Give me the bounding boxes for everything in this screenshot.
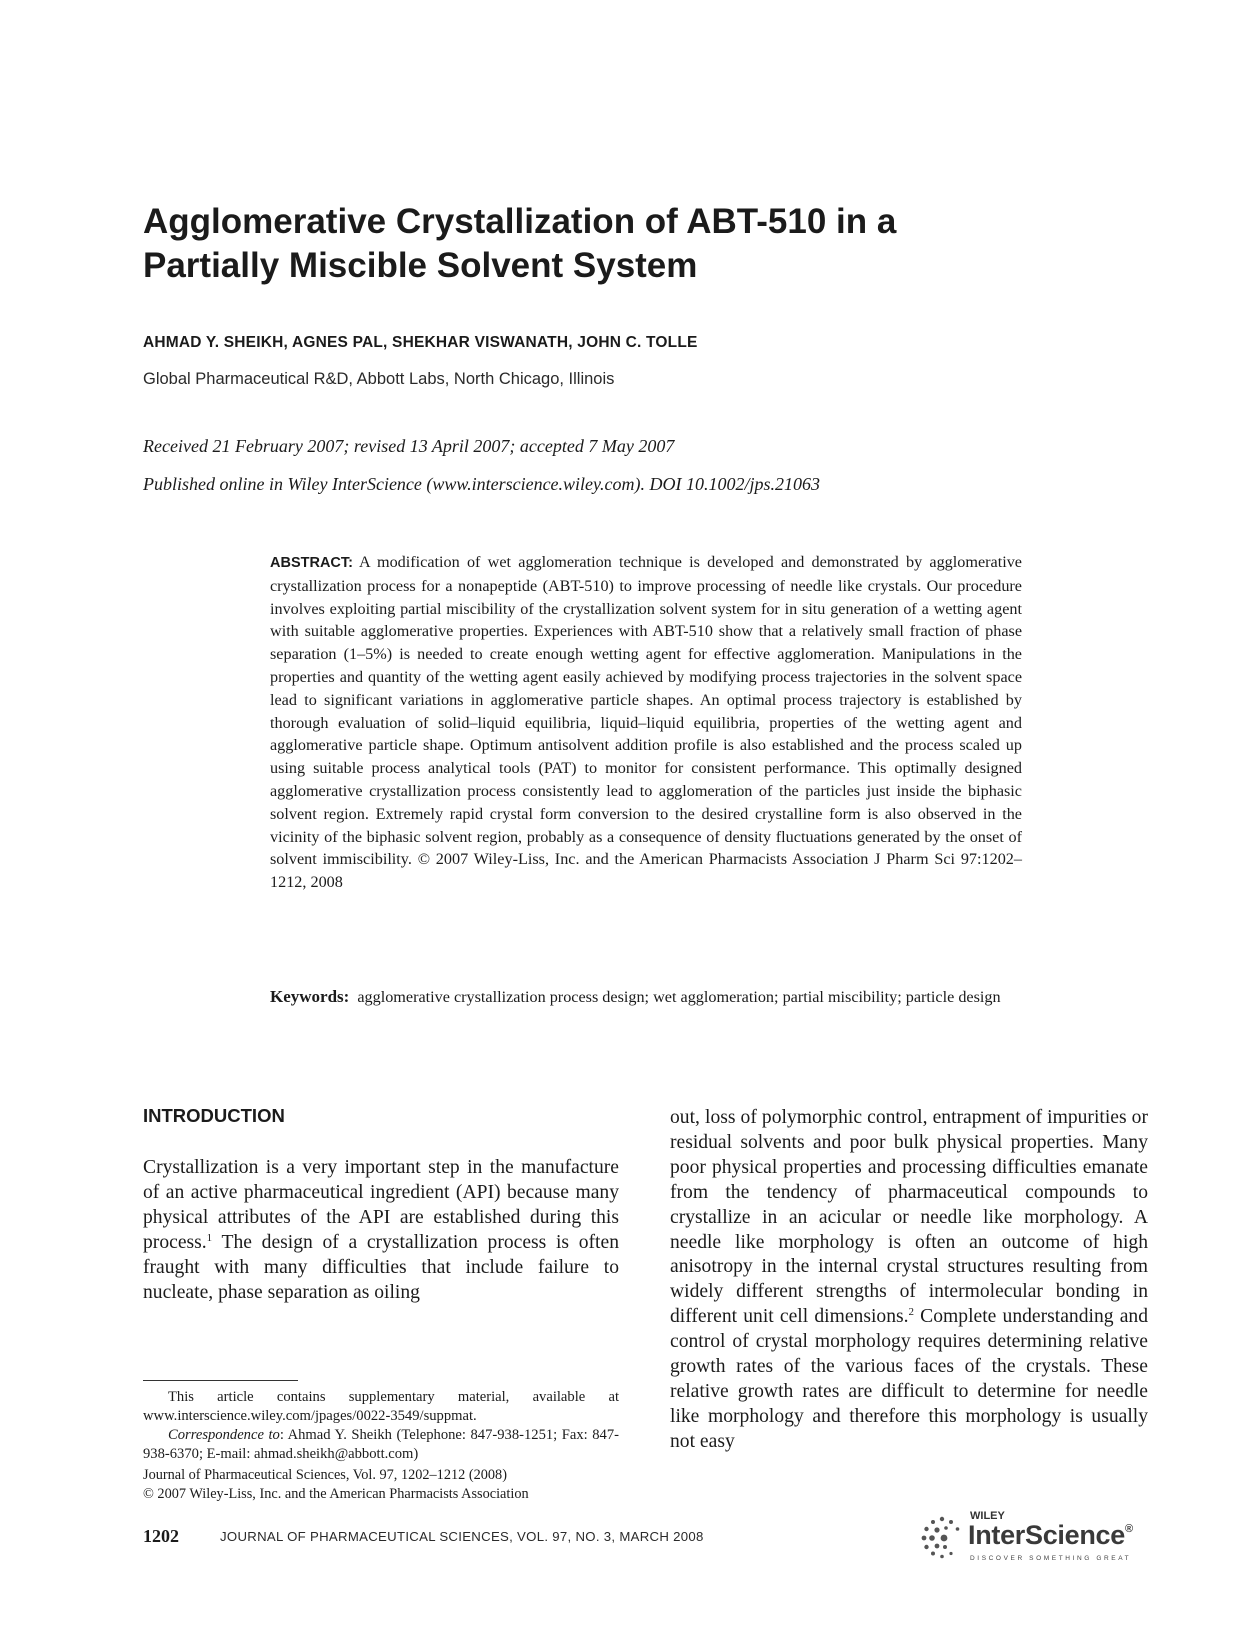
intro-left-text-1: Crystallization is a very important step in the manufacture of an active pharmaceutical ingredient (API) because many physical attributes of the API are established during this process. — [143, 1157, 619, 1253]
logo-tagline: DISCOVER SOMETHING GREAT — [970, 1555, 1132, 1562]
keywords-label: Keywords: — [270, 987, 350, 1006]
journal-citation-line-2: © 2007 Wiley-Liss, Inc. and the American Pharmacists Association — [143, 1486, 529, 1502]
logo-brand-name: InterScience — [968, 1520, 1125, 1550]
introduction-column-left — [143, 1156, 619, 1305]
intro-right-text-1: out, loss of polymorphic control, entrapment of impurities or residual solvents and poor bulk physical properties. Many poor physical properties and processing difficulties emanate from the tendency of pharmaceutical compounds to crystallize in an acicular or needle like morphology. A needle like morphology is often an outcome of high anisotropy in the internal crystal structures resulting from widely different strengths of intermolecular bonding in different unit cell dimensions. — [670, 1107, 1148, 1328]
logo-wiley-text: WILEY — [970, 1510, 1005, 1522]
title-line-2: Partially Miscible Solvent System — [143, 246, 698, 285]
footnote-supplementary: This article contains supplementary material, available at www.interscience.wiley.com/jpages/0022-3549/suppmat. — [143, 1389, 619, 1424]
journal-citation — [143, 1466, 619, 1504]
abstract-label: ABSTRACT: — [270, 555, 353, 571]
wiley-interscience-logo — [918, 1510, 1148, 1568]
correspondence-text: : Ahmad Y. Sheikh (Telephone: 847-938-1251; Fax: 847-938-6370; E-mail: ahmad.sheikh@abbott.com) — [143, 1427, 619, 1462]
logo-brand-text — [968, 1520, 1133, 1551]
footnote-correspondence — [143, 1426, 619, 1464]
title-line-1: Agglomerative Crystallization of ABT-510 in a — [143, 202, 897, 241]
received-dates: Received 21 February 2007; revised 13 April 2007; accepted 7 May 2007 — [143, 436, 675, 456]
published-online: Published online in Wiley InterScience (www.interscience.wiley.com). DOI 10.1002/jps.21063 — [143, 474, 821, 494]
introduction-column-right — [670, 1106, 1148, 1455]
citation-ref-2[interactable]: 2 — [908, 1306, 915, 1319]
article-title — [143, 200, 1043, 288]
journal-citation-line-1: Journal of Pharmaceutical Sciences, Vol. 97, 1202–1212 (2008) — [143, 1467, 507, 1483]
abstract-text: A modification of wet agglomeration technique is developed and demonstrated by agglomerative crystallization process for a nonapeptide (ABT-510) to improve processing of needle like crystals. Our procedure involves exploiting partial miscibility of the crystallization solvent system for in situ generation of a wetting agent with suitable agglomerative properties. Experiences with ABT-510 show that a relatively small fraction of phase separation (1–5%) is needed to create enough wetting agent for effective agglomeration. Manipulations in the properties and quantity of the wetting agent easily achieved by modifying process trajectories in the solvent space lead to significant variations in agglomerative particle shapes. An optimal process trajectory is established by thorough evaluation of solid–liquid equilibria, liquid–liquid equilibria, properties of the wetting agent and agglomerative particle shape. Optimum antisolvent addition profile is also established and the process scaled up using suitable process analytical tools (PAT) to monitor for consistent performance. This optimally designed agglomerative crystallization process consistently lead to agglomeration of the particles just inside the biphasic solvent region. Extremely rapid crystal form conversion to the desired crystalline form is also observed in the vicinity of the biphasic solvent region, probably as a consequence of density fluctuations generated by the onset of solvent immiscibility. © 2007 Wiley-Liss, Inc. and the American Pharmacists Association J Pharm Sci 97:1202–1212, 2008 — [270, 553, 1022, 892]
section-heading-introduction: INTRODUCTION — [143, 1105, 285, 1126]
author-list: AHMAD Y. SHEIKH, AGNES PAL, SHEKHAR VISWANATH, JOHN C. TOLLE — [143, 334, 698, 351]
keywords-text: agglomerative crystallization process design; wet agglomeration; partial miscibility; particle design — [357, 988, 1001, 1006]
logo-registered-mark: ® — [1124, 1523, 1133, 1535]
abstract — [270, 551, 1022, 894]
intro-left-text-2: The design of a crystallization process is often fraught with many difficulties that include failure to nucleate, phase separation as oiling — [143, 1231, 619, 1303]
footnote-divider — [143, 1380, 298, 1381]
footnotes — [143, 1388, 619, 1464]
page-number: 1202 — [143, 1526, 179, 1546]
affiliation: Global Pharmaceutical R&D, Abbott Labs, North Chicago, Illinois — [143, 370, 615, 388]
interscience-swirl-icon — [918, 1514, 966, 1562]
keywords — [270, 986, 1022, 1009]
citation-ref-1[interactable]: 1 — [206, 1231, 213, 1244]
correspondence-label: Correspondence to — [168, 1427, 280, 1443]
running-footer: JOURNAL OF PHARMACEUTICAL SCIENCES, VOL. 97, NO. 3, MARCH 2008 — [220, 1529, 704, 1544]
intro-right-text-2: Complete understanding and control of crystal morphology requires determining relative growth rates of the various faces of the crystals. These relative growth rates are difficult to determine for needle like morphology and therefore this morphology is usually not easy — [670, 1306, 1148, 1452]
